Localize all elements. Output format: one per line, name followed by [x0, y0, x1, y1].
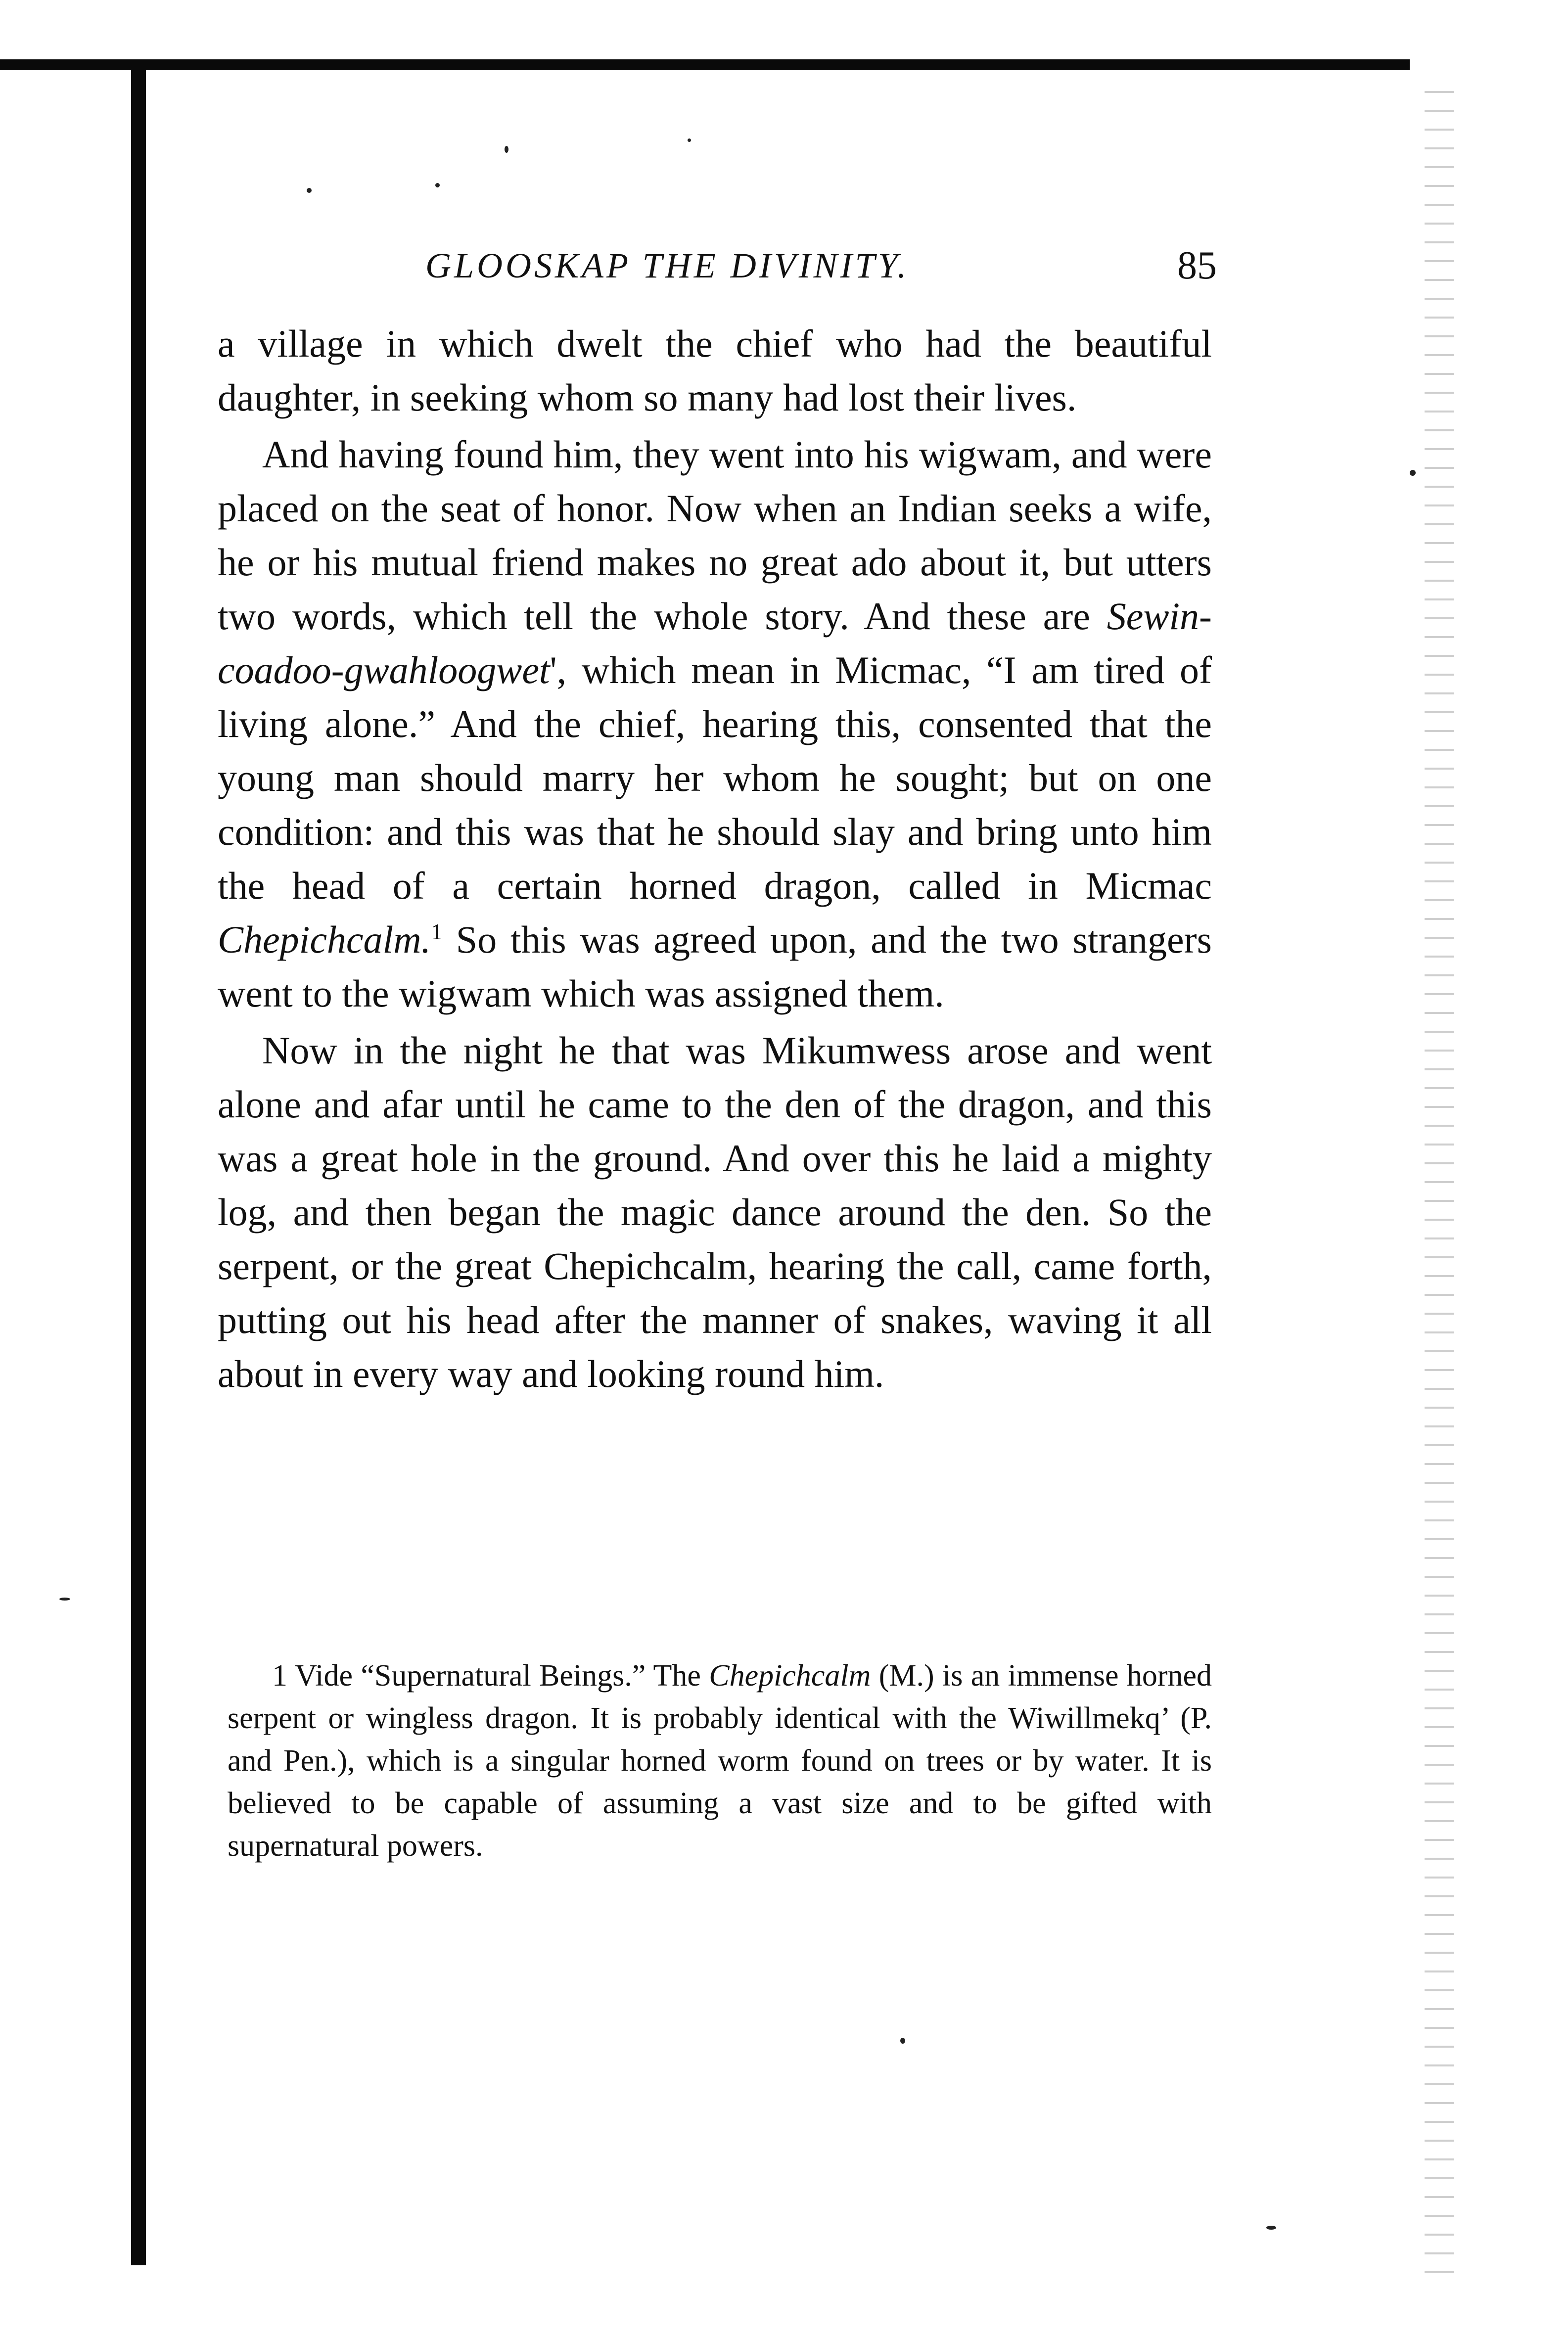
footnote-text	[228, 1654, 1212, 1867]
dragon-name: Chepichcalm.	[218, 918, 431, 961]
footnote-part-b: (M.) is an immense horned serpent or wingless dragon. It is probably identical with the Wiwillmekq’ (P. and Pen.), which is a singular horned worm found on trees or by water. It is believed to be capable of assuming a vast size and to be gifted with supernatural powers.	[228, 1659, 1212, 1863]
scan-border-left	[131, 59, 146, 2265]
scan-speck	[688, 138, 691, 142]
page-header	[425, 245, 1217, 290]
footnote-term: Chepichcalm	[709, 1659, 871, 1693]
paragraph-2	[218, 427, 1212, 1020]
body-text	[218, 317, 1212, 1404]
scan-speck	[307, 188, 312, 193]
scan-speck	[900, 2038, 905, 2044]
paragraph-2-part-a: And having found him, they went into his wigwam, and were placed on the seat of honor. Now when an Indian seeks a wife, he or his mutual friend makes no great ado about it, but utters two words, which tell the whole story. And these are	[218, 433, 1212, 638]
paragraph-2-part-c: So this was agreed upon, and the two strangers went to the wigwam which was assigned them.	[218, 918, 1212, 1015]
scan-edge-noise	[1425, 74, 1454, 2275]
paragraph-1: a village in which dwelt the chief who had the beautiful daughter, in seeking whom so many had lost their lives.	[218, 322, 1212, 419]
paragraph-2-part-b: ', which mean in Micmac, “I am tired of living alone.” And the chief, hearing this, consented that the young man should marry her whom he sought; but on one condition: and this was that he should slay and bring unto him the head of a certain horned dragon, called in Micmac	[218, 648, 1212, 907]
scan-speck	[59, 1598, 70, 1601]
scan-speck	[1266, 2226, 1276, 2230]
micmac-phrase: Sewin-coadoo-gwahloogwet	[218, 595, 1212, 691]
footnote-part-a: Vide “Supernatural Beings.” The	[287, 1659, 709, 1693]
scan-border-top	[0, 59, 1410, 70]
footnote-reference: 1	[431, 919, 443, 944]
scan-speck	[1410, 470, 1416, 476]
running-title: GLOOSKAP THE DIVINITY.	[425, 246, 910, 285]
scan-speck	[505, 146, 508, 153]
scan-speck	[435, 183, 440, 187]
page-number: 85	[1177, 244, 1217, 287]
paragraph-3: Now in the night he that was Mikumwess arose and went alone and afar until he came to the den of the dragon, and this was a great hole in the ground. And over this he laid a mighty log, and then began the magic dance around the den. So the serpent, or the great Chepichcalm, hearing the call, came forth, putting out his head after the manner of snakes, waving it all about in every way and looking round him.	[218, 1029, 1212, 1395]
footnote	[228, 1654, 1212, 1867]
footnote-marker: 1	[272, 1659, 287, 1693]
